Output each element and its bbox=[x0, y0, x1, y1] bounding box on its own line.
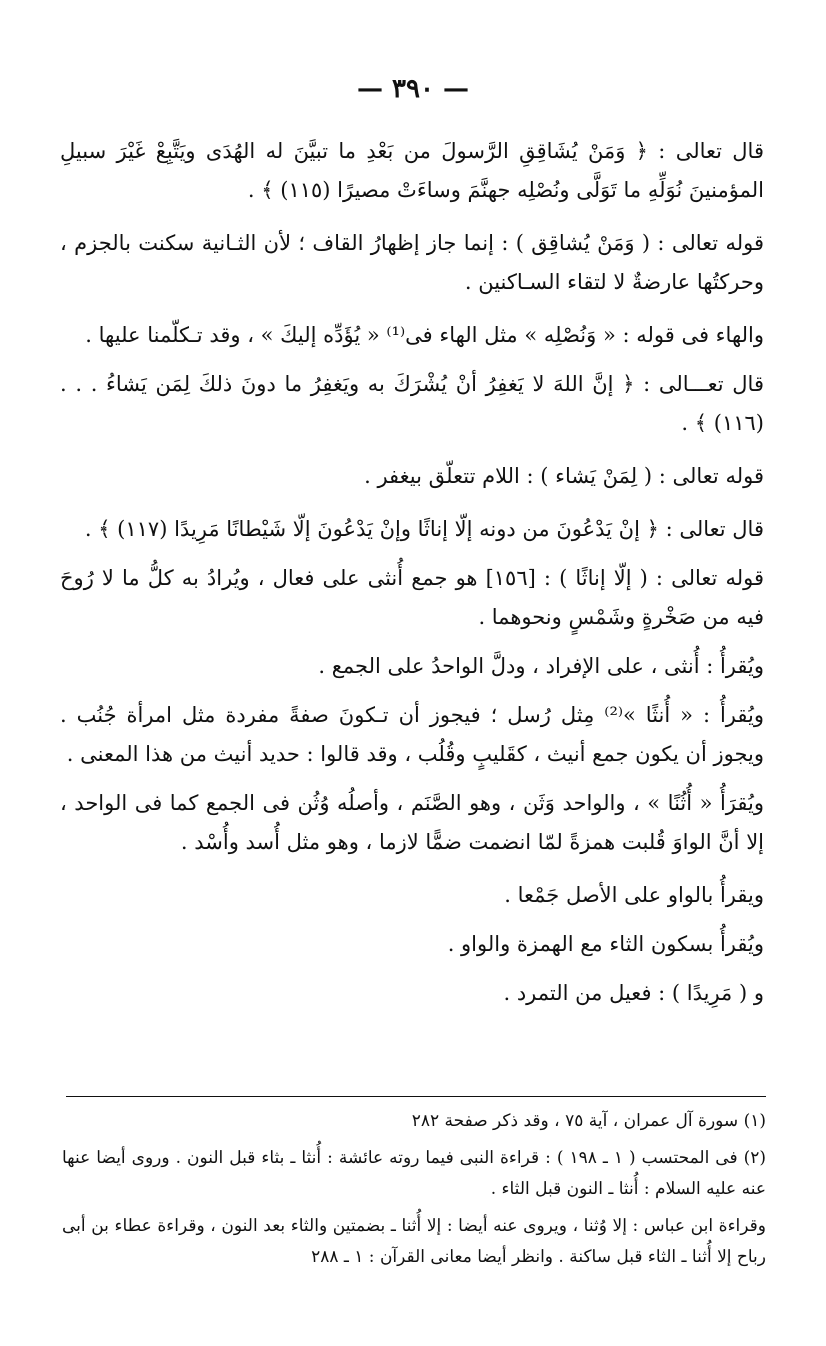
paragraph-reading-unuthan: ويُقرأُ : « أُنثًا »⁽²⁾ مِثل رُسل ؛ فيجوز أن تـكونَ صفةً مفردة مثل امرأة جُنُب . ويجوز أن يكون جمع أنيث ، كقَليبٍ وقُلُب ، وقد قالوا : حديد أنيث من هذا المعنى . bbox=[60, 703, 764, 766]
paragraph-reading-uthunan: ويُقرَأُ « أُثُنًا » ، والواحد وَثَن ، وهو الصَّنَم ، وأصلُه وُثُن فى الجمع كما فى الواحد ، إلا أنَّ الواوَ قُلبت همزةً لمّا انضمت ضمًّا لازما ، وهو مثل أُسد وأُسْد . bbox=[60, 791, 764, 854]
paragraph-commentary-marid: و ( مَرِيدًا ) : فعيل من التمرد . bbox=[503, 981, 764, 1005]
footnote-1: (١) سورة آل عمران ، آية ٧٥ ، وقد ذكر صفحة ٢٨٢ bbox=[411, 1111, 766, 1131]
paragraph-verse-115: قال تعالى : ﴿ وَمَنْ يُشَاقِقِ الرَّسولَ من بَعْدِ ما تبيَّنَ له الهُدَى ويَتَّبِعْ غَيْرَ سبيلِ المؤمنينَ نُوَلِّهِ ما تَوَلَّى ونُصْلِه جهنَّمَ وساءَتْ مصيرًا (١١٥) ﴾ . bbox=[60, 139, 764, 202]
footnotes bbox=[62, 1106, 766, 1279]
paragraph-commentary-inathan: قوله تعالى : ( إلّا إناثًا ) : [١٥٦] هو جمع أُنثى على فعال ، ويُرادُ به كلُّ ما لا رُوحَ فيه من صَخْرةٍ وشَمْسٍ ونحوهما . bbox=[60, 566, 764, 629]
paragraph-verse-116: قال تعـــالى : ﴿ إنَّ اللهَ لا يَغفِرُ أنْ يُشْرَكَ به ويَغفِرُ ما دونَ ذلكَ لِمَن يَشاءُ . . . (١١٦) ﴾ . bbox=[60, 372, 764, 435]
footnote-2-continued: وقراءة ابن عباس : إلا وُثنا ، ويروى عنه أيضا : إلا أُثنا ـ بضمتين والثاء بعد النون ، وقراءة عطاء بن أبى رباح إلا أُثنا ـ الثاء قبل ساكنة . وانظر أيضا معانى القرآن : ١ ـ ٢٨٨ bbox=[62, 1216, 767, 1267]
paragraph-reading-untha: ويُقرأُ : أُنثى ، على الإفراد ، ودلَّ الواحدُ على الجمع . bbox=[318, 654, 764, 678]
paragraph-commentary-liman: قوله تعالى : ( لِمَنْ يَشاء ) : اللام تتعلّق بيغفر . bbox=[364, 464, 764, 488]
paragraph-verse-117: قال تعالى : ﴿ إنْ يَدْعُونَ من دونه إلّا إناثًا وإنْ يَدْعُونَ إلّا شَيْطانًا مَرِيدًا (١١٧) ﴾ . bbox=[84, 517, 764, 541]
paragraph-commentary-yushaqiq: قوله تعالى : ( وَمَنْ يُشاقِق ) : إنما جاز إظهارُ القاف ؛ لأن الثـانية سكنت بالجزم ، وحركتُها عارضةٌ لا لتقاء السـاكنين . bbox=[60, 231, 764, 294]
footnote-2: (٢) فى المحتسب ( ١ ـ ١٩٨ ) : قراءة النبى فيما روته عائشة : أُنثا ـ بثاء قبل النون . وروى أيضا عنها عنه عليه السلام : أُنثا ـ النون قبل الثاء . bbox=[62, 1148, 766, 1199]
footnote-divider bbox=[66, 1096, 766, 1097]
paragraph-reading-sukun: ويُقرأُ بسكون الثاء مع الهمزة والواو . bbox=[447, 932, 764, 956]
paragraph-commentary-nuslih: والهاء فى قوله : « وَنُصْلِه » مثل الهاء فى⁽¹⁾ « يُؤَدِّه إليكَ » ، وقد تـكلّمنا عليها . bbox=[85, 323, 764, 347]
page-number: — ٣٩٠ — bbox=[356, 74, 470, 104]
main-text bbox=[60, 132, 764, 1027]
paragraph-reading-waw: ويقرأُ بالواو على الأصل جَمْعا . bbox=[504, 883, 764, 907]
